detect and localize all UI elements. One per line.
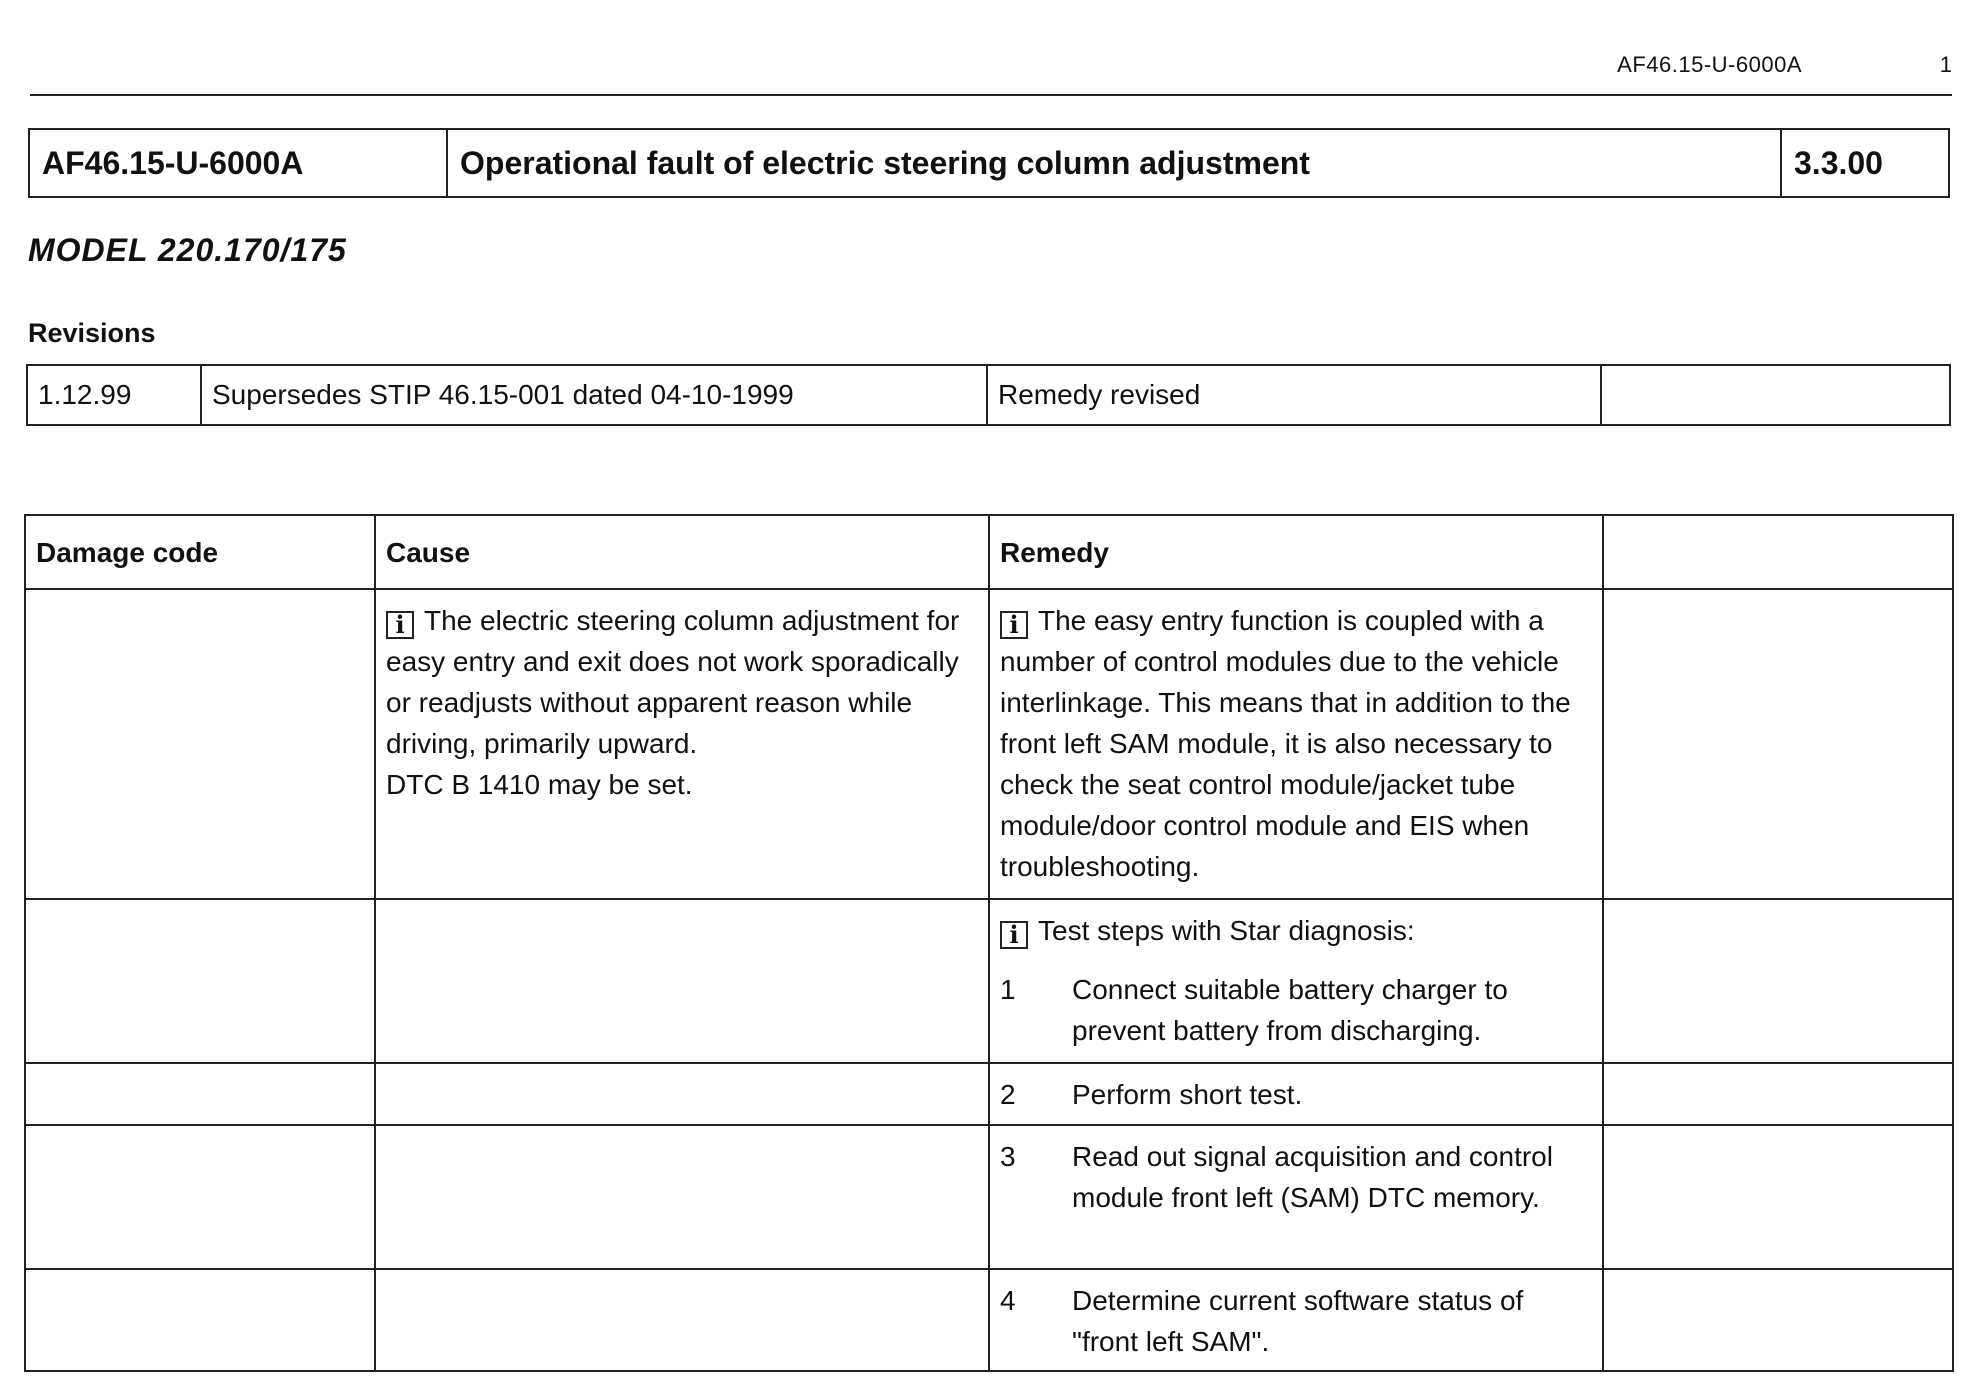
page-header bbox=[30, 46, 1952, 96]
header-remedy: Remedy bbox=[989, 515, 1603, 589]
table-row bbox=[25, 589, 1953, 899]
damage-table bbox=[24, 514, 1954, 1372]
document-title: Operational fault of electric steering column adjustment bbox=[448, 130, 1782, 196]
cause-cell bbox=[375, 1063, 989, 1125]
step-number: 3 bbox=[1000, 1141, 1016, 1172]
remedy-cell bbox=[989, 1125, 1603, 1269]
cause-text: The electric steering column adjustment for easy entry and exit does not work sporadically or readjusts without apparent reason while driving, primarily upward. DTC B 1410 may be set. bbox=[386, 605, 960, 800]
extra-cell bbox=[1603, 589, 1953, 899]
step-item bbox=[1000, 969, 1592, 1051]
extra-cell bbox=[1603, 1269, 1953, 1371]
damage-code-cell bbox=[25, 589, 375, 899]
revisions-label: Revisions bbox=[28, 318, 156, 348]
step-item bbox=[1000, 1280, 1592, 1362]
extra-cell bbox=[1603, 1125, 1953, 1269]
cause-cell bbox=[375, 589, 989, 899]
title-block bbox=[28, 128, 1950, 198]
table-header-row bbox=[25, 515, 1953, 589]
test-steps-title: Test steps with Star diagnosis: bbox=[1038, 915, 1415, 946]
step-number: 4 bbox=[1000, 1285, 1016, 1316]
page-number: 1 bbox=[1939, 52, 1952, 77]
title-date: 3.3.00 bbox=[1794, 144, 1883, 181]
info-icon: i bbox=[386, 611, 414, 639]
revision-description: Supersedes STIP 46.15-001 dated 04-10-1999 bbox=[202, 366, 988, 424]
revision-extra bbox=[1602, 366, 1949, 424]
table-row bbox=[25, 899, 1953, 1063]
table-row bbox=[25, 1125, 1953, 1269]
step-text: Determine current software status of "front left SAM". bbox=[1072, 1285, 1524, 1357]
remedy-info-text: The easy entry function is coupled with a number of control modules due to the vehicle interlinkage. This means that in addition to the front left SAM module, it is also necessary to check the seat control module/jacket tube module/door control module and EIS when troubleshooting. bbox=[1000, 605, 1571, 882]
revisions-table bbox=[26, 364, 1951, 426]
remedy-cell bbox=[989, 1269, 1603, 1371]
header-cause: Cause bbox=[375, 515, 989, 589]
step-number: 2 bbox=[1000, 1079, 1016, 1110]
step-text: Read out signal acquisition and control module front left (SAM) DTC memory. bbox=[1072, 1141, 1553, 1213]
title-code: AF46.15-U-6000A bbox=[30, 130, 448, 196]
table-row bbox=[25, 1269, 1953, 1371]
damage-code-cell bbox=[25, 899, 375, 1063]
revision-note: Remedy revised bbox=[988, 366, 1602, 424]
damage-code-cell bbox=[25, 1063, 375, 1125]
step-text: Connect suitable battery charger to prevent battery from discharging. bbox=[1072, 974, 1508, 1046]
cause-cell bbox=[375, 899, 989, 1063]
cause-cell bbox=[375, 1125, 989, 1269]
step-item bbox=[1000, 1136, 1592, 1218]
remedy-cell bbox=[989, 899, 1603, 1063]
header-extra bbox=[1603, 515, 1953, 589]
damage-code-cell bbox=[25, 1125, 375, 1269]
info-icon: i bbox=[1000, 611, 1028, 639]
remedy-cell bbox=[989, 1063, 1603, 1125]
info-icon: i bbox=[1000, 921, 1028, 949]
extra-cell bbox=[1603, 1063, 1953, 1125]
extra-cell bbox=[1603, 899, 1953, 1063]
revision-date: 1.12.99 bbox=[28, 366, 202, 424]
model-heading: MODEL 220.170/175 bbox=[28, 232, 347, 268]
header-doc-code: AF46.15-U-6000A bbox=[1617, 52, 1802, 77]
damage-code-cell bbox=[25, 1269, 375, 1371]
table-row bbox=[25, 1063, 1953, 1125]
remedy-cell bbox=[989, 589, 1603, 899]
step-number: 1 bbox=[1000, 974, 1016, 1005]
step-item bbox=[1000, 1074, 1592, 1115]
cause-cell bbox=[375, 1269, 989, 1371]
header-damage-code: Damage code bbox=[25, 515, 375, 589]
step-text: Perform short test. bbox=[1072, 1079, 1303, 1110]
